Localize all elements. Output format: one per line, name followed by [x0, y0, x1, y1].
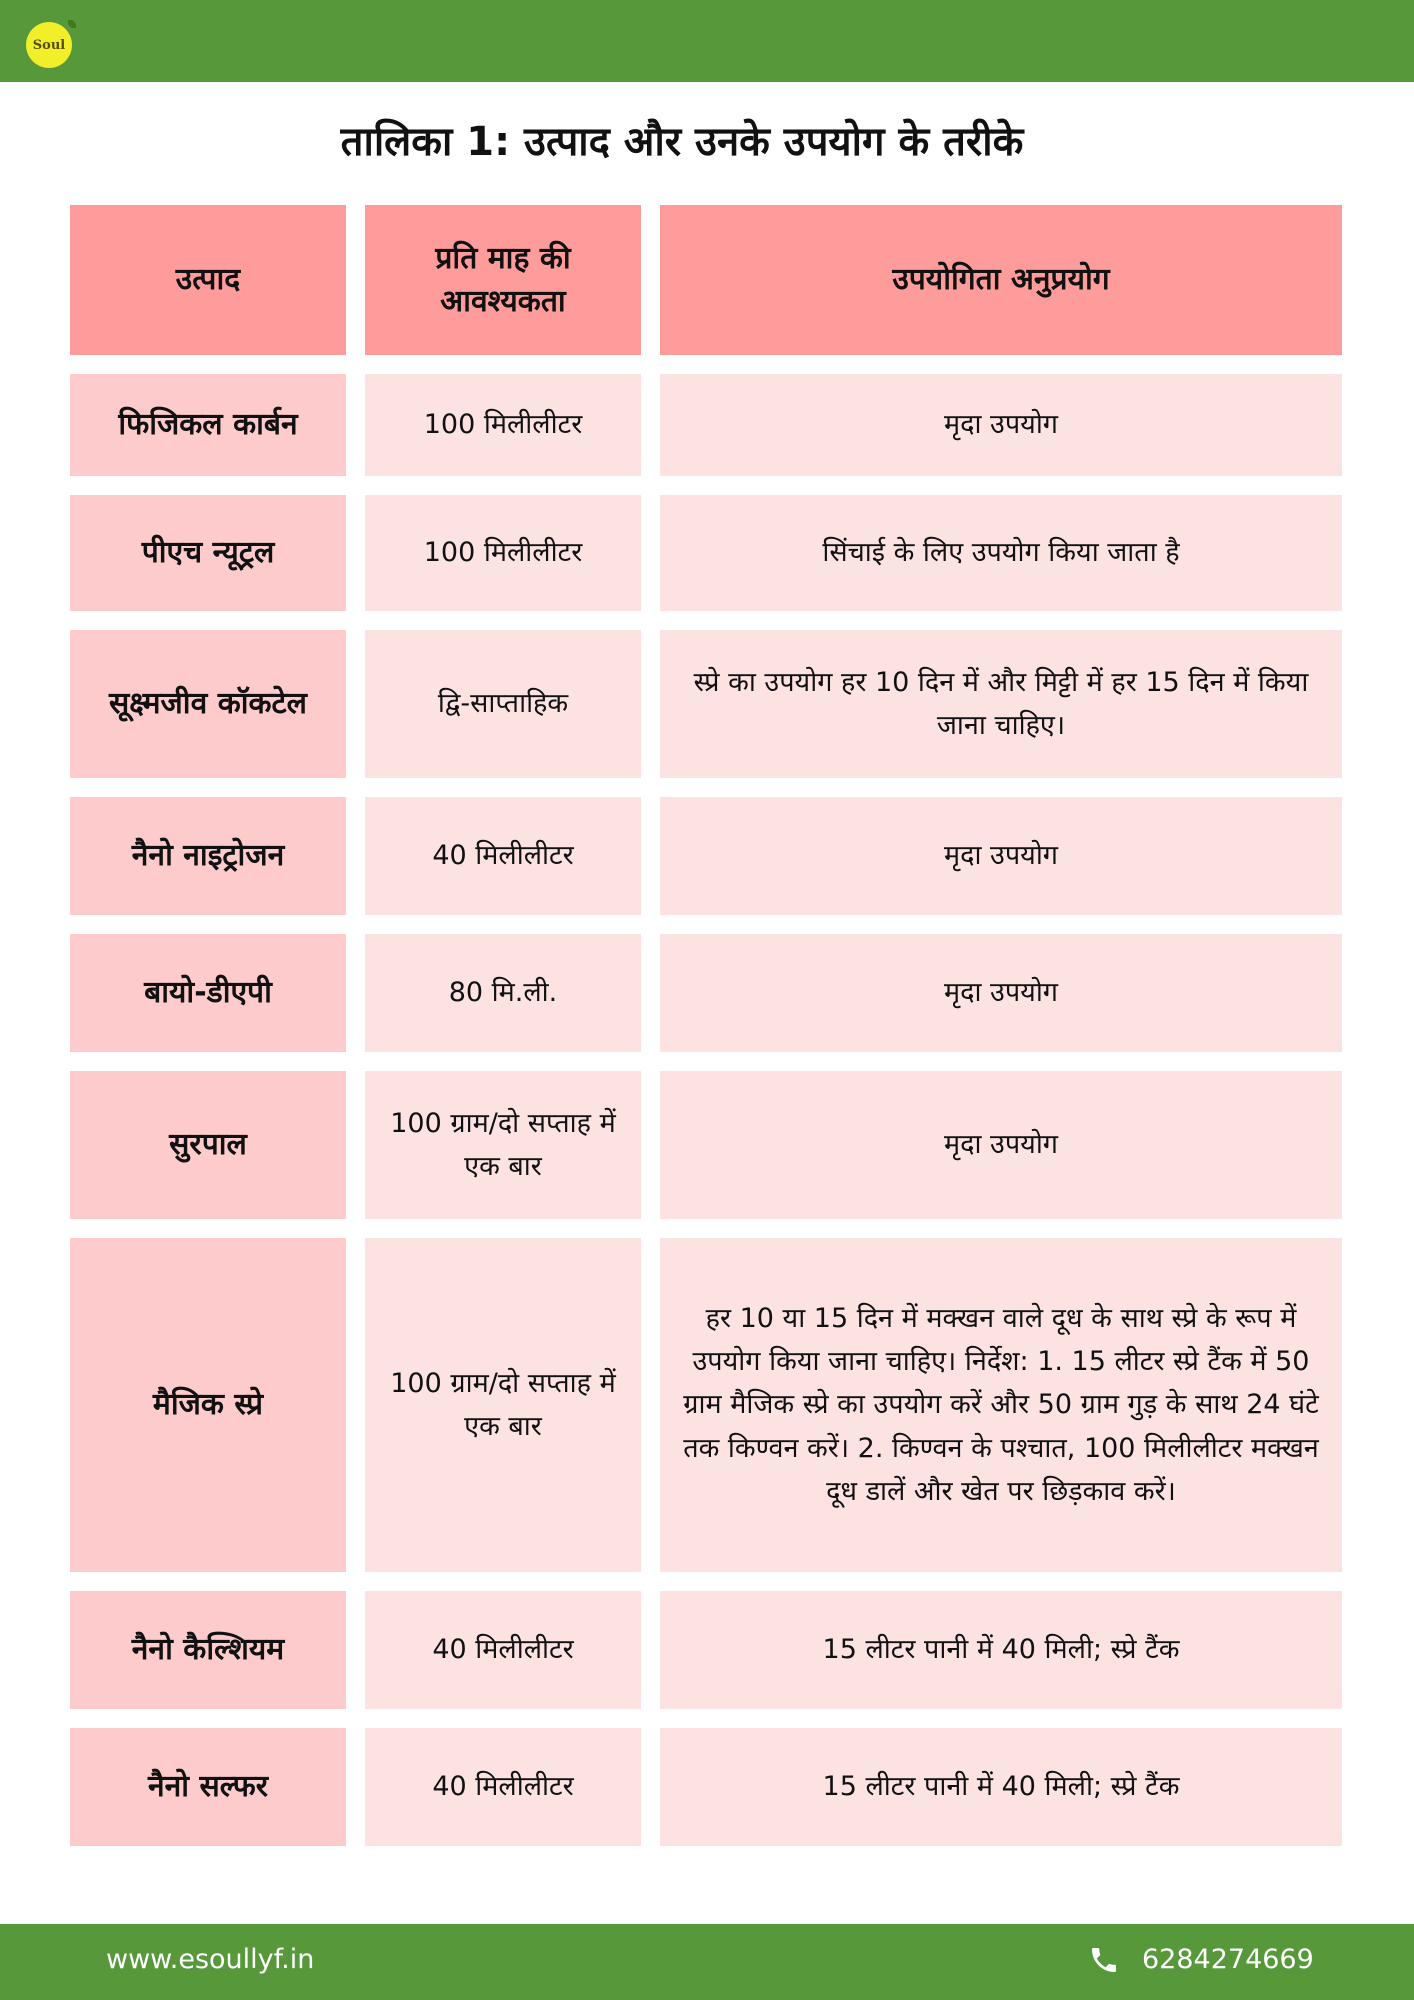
usage-cell: मृदा उपयोग	[660, 934, 1342, 1052]
product-cell: नैनो नाइट्रोजन	[70, 797, 346, 915]
usage-cell: स्प्रे का उपयोग हर 10 दिन में और मिट्टी में हर 15 दिन में किया जाना चाहिए।	[660, 630, 1342, 778]
phone-icon	[1088, 1944, 1120, 1976]
leaf-icon	[68, 20, 76, 28]
header-bar	[0, 0, 1414, 82]
requirement-cell: 100 मिलीलीटर	[365, 374, 641, 476]
product-cell: बायो-डीएपी	[70, 934, 346, 1052]
header-product: उत्पाद	[70, 205, 346, 355]
product-cell: नैनो कैल्शियम	[70, 1591, 346, 1709]
usage-cell: 15 लीटर पानी में 40 मिली; स्प्रे टैंक	[660, 1591, 1342, 1709]
requirement-cell: 40 मिलीलीटर	[365, 797, 641, 915]
requirement-cell: 40 मिलीलीटर	[365, 1728, 641, 1846]
usage-cell: मृदा उपयोग	[660, 374, 1342, 476]
product-cell: फिजिकल कार्बन	[70, 374, 346, 476]
product-cell: पीएच न्यूट्रल	[70, 495, 346, 611]
website-link[interactable]: www.esoullyf.in	[106, 1944, 315, 1975]
requirement-cell: 40 मिलीलीटर	[365, 1591, 641, 1709]
product-cell: सुरपाल	[70, 1071, 346, 1219]
product-cell: नैनो सल्फर	[70, 1728, 346, 1846]
requirement-cell: द्वि-साप्ताहिक	[365, 630, 641, 778]
usage-cell: मृदा उपयोग	[660, 797, 1342, 915]
requirement-cell: 100 ग्राम/दो सप्ताह में एक बार	[365, 1238, 641, 1572]
requirement-cell: 80 मि.ली.	[365, 934, 641, 1052]
product-cell: सूक्ष्मजीव कॉकटेल	[70, 630, 346, 778]
product-cell: मैजिक स्प्रे	[70, 1238, 346, 1572]
logo-text: Soul	[32, 37, 66, 53]
header-requirement: प्रति माह की आवश्यकता	[365, 205, 641, 355]
usage-cell: मृदा उपयोग	[660, 1071, 1342, 1219]
product-table	[70, 205, 1342, 1846]
usage-cell: सिंचाई के लिए उपयोग किया जाता है	[660, 495, 1342, 611]
requirement-cell: 100 मिलीलीटर	[365, 495, 641, 611]
requirement-cell: 100 ग्राम/दो सप्ताह में एक बार	[365, 1071, 641, 1219]
footer-bar	[0, 1924, 1414, 2000]
page-title: तालिका 1: उत्पाद और उनके उपयोग के तरीके	[340, 119, 1024, 165]
usage-cell: हर 10 या 15 दिन में मक्खन वाले दूध के साथ स्प्रे के रूप में उपयोग किया जाना चाहिए। निर्देश: 1. 15 लीटर स्प्रे टैंक में 50 ग्राम मैजिक स्प्रे का उपयोग करें और 50 ग्राम गुड़ के साथ 24 घंटे तक किण्वन करें। 2. किण्वन के पश्चात, 100 मिलीलीटर मक्खन दूध डालें और खेत पर छिड़काव करें।	[660, 1238, 1342, 1572]
usage-cell: 15 लीटर पानी में 40 मिली; स्प्रे टैंक	[660, 1728, 1342, 1846]
phone-number[interactable]: 6284274669	[1142, 1944, 1314, 1975]
header-usage: उपयोगिता अनुप्रयोग	[660, 205, 1342, 355]
soul-logo	[26, 22, 72, 68]
